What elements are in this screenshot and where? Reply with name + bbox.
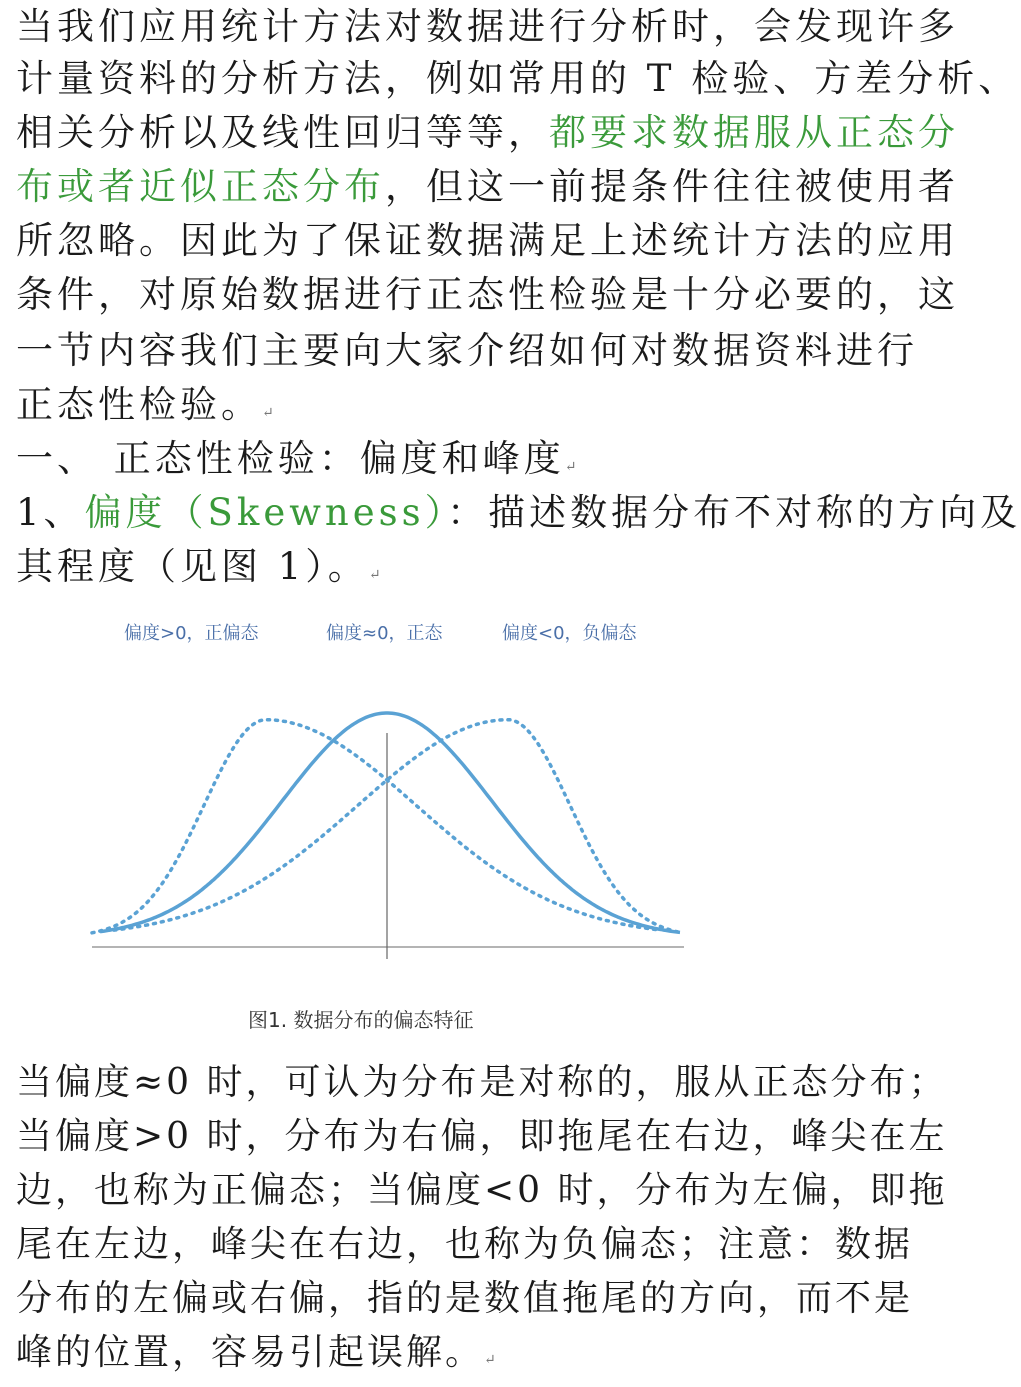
- intro-line-3-text: 相关分析以及线性回归等等，: [16, 111, 549, 154]
- positive-skew-curve: [92, 720, 660, 933]
- negative-skew-curve: [114, 720, 682, 933]
- section-heading-text: 一、 正态性检验：偏度和峰度: [16, 437, 565, 480]
- intro-line-8: [16, 378, 274, 440]
- normal-curve: [100, 713, 680, 932]
- intro-line-6: 条件，对原始数据进行正态性检验是十分必要的，这: [16, 273, 959, 316]
- explain-line-3: 边，也称为正偏态；当偏度<0 时，分布为左偏，即拖: [16, 1170, 948, 1211]
- skewness-number: 1、: [16, 491, 85, 534]
- label-positive-skew: 偏度>0，正偏态: [124, 623, 259, 644]
- paragraph-mark: ↵: [368, 567, 381, 583]
- explain-line-6-text: 峰的位置，容易引起误解。: [16, 1332, 485, 1373]
- explain-line-4: 尾在左边，峰尖在右边，也称为负偏态；注意：数据: [16, 1224, 914, 1265]
- explain-line-6: [16, 1326, 496, 1387]
- paragraph-mark: ↵: [262, 405, 274, 421]
- label-negative-skew: 偏度<0，负偏态: [502, 623, 637, 644]
- intro-line-8-text: 正态性检验。: [16, 383, 262, 426]
- skewness-curves: [0, 645, 900, 1045]
- figure-caption: 图1. 数据分布的偏态特征: [248, 1008, 474, 1032]
- intro-line-4-text: ，但这一前提条件往往被使用者: [385, 165, 959, 208]
- intro-line-3: [16, 106, 959, 160]
- paragraph-mark: ↵: [484, 1352, 496, 1368]
- intro-line-4: [16, 160, 959, 214]
- skewness-figure: [0, 605, 900, 1045]
- intro-line-5: 所忽略。因此为了保证数据满足上述统计方法的应用: [16, 219, 959, 262]
- skewness-description: ：描述数据分布不对称的方向及: [447, 491, 1021, 534]
- skewness-definition-line-1: [16, 486, 1021, 540]
- highlight-normal-requirement-1: 都要求数据服从正态分: [549, 111, 959, 154]
- explain-line-1: 当偏度≈0 时，可认为分布是对称的，服从正态分布；: [16, 1062, 948, 1103]
- explain-line-5: 分布的左偏或右偏，指的是数值拖尾的方向，而不是: [16, 1278, 914, 1319]
- explain-line-2: 当偏度>0 时，分布为右偏，即拖尾在右边，峰尖在左: [16, 1116, 948, 1157]
- label-normal: 偏度≈0，正态: [326, 623, 443, 644]
- highlight-normal-requirement-2: 布或者近似正态分布: [16, 165, 385, 208]
- section-heading: [16, 432, 577, 494]
- intro-line-2: 计量资料的分析方法，例如常用的 T 检验、方差分析、: [16, 57, 1020, 100]
- skewness-definition-line-2: [16, 540, 381, 602]
- paragraph-mark: ↵: [564, 459, 577, 475]
- skewness-definition-text: 其程度（见图 1）。: [16, 545, 369, 588]
- intro-line-1: 当我们应用统计方法对数据进行分析时，会发现许多: [16, 5, 959, 48]
- intro-line-7: 一节内容我们主要向大家介绍如何对数据资料进行: [16, 329, 918, 372]
- skewness-term: 偏度（Skewness）: [84, 491, 448, 534]
